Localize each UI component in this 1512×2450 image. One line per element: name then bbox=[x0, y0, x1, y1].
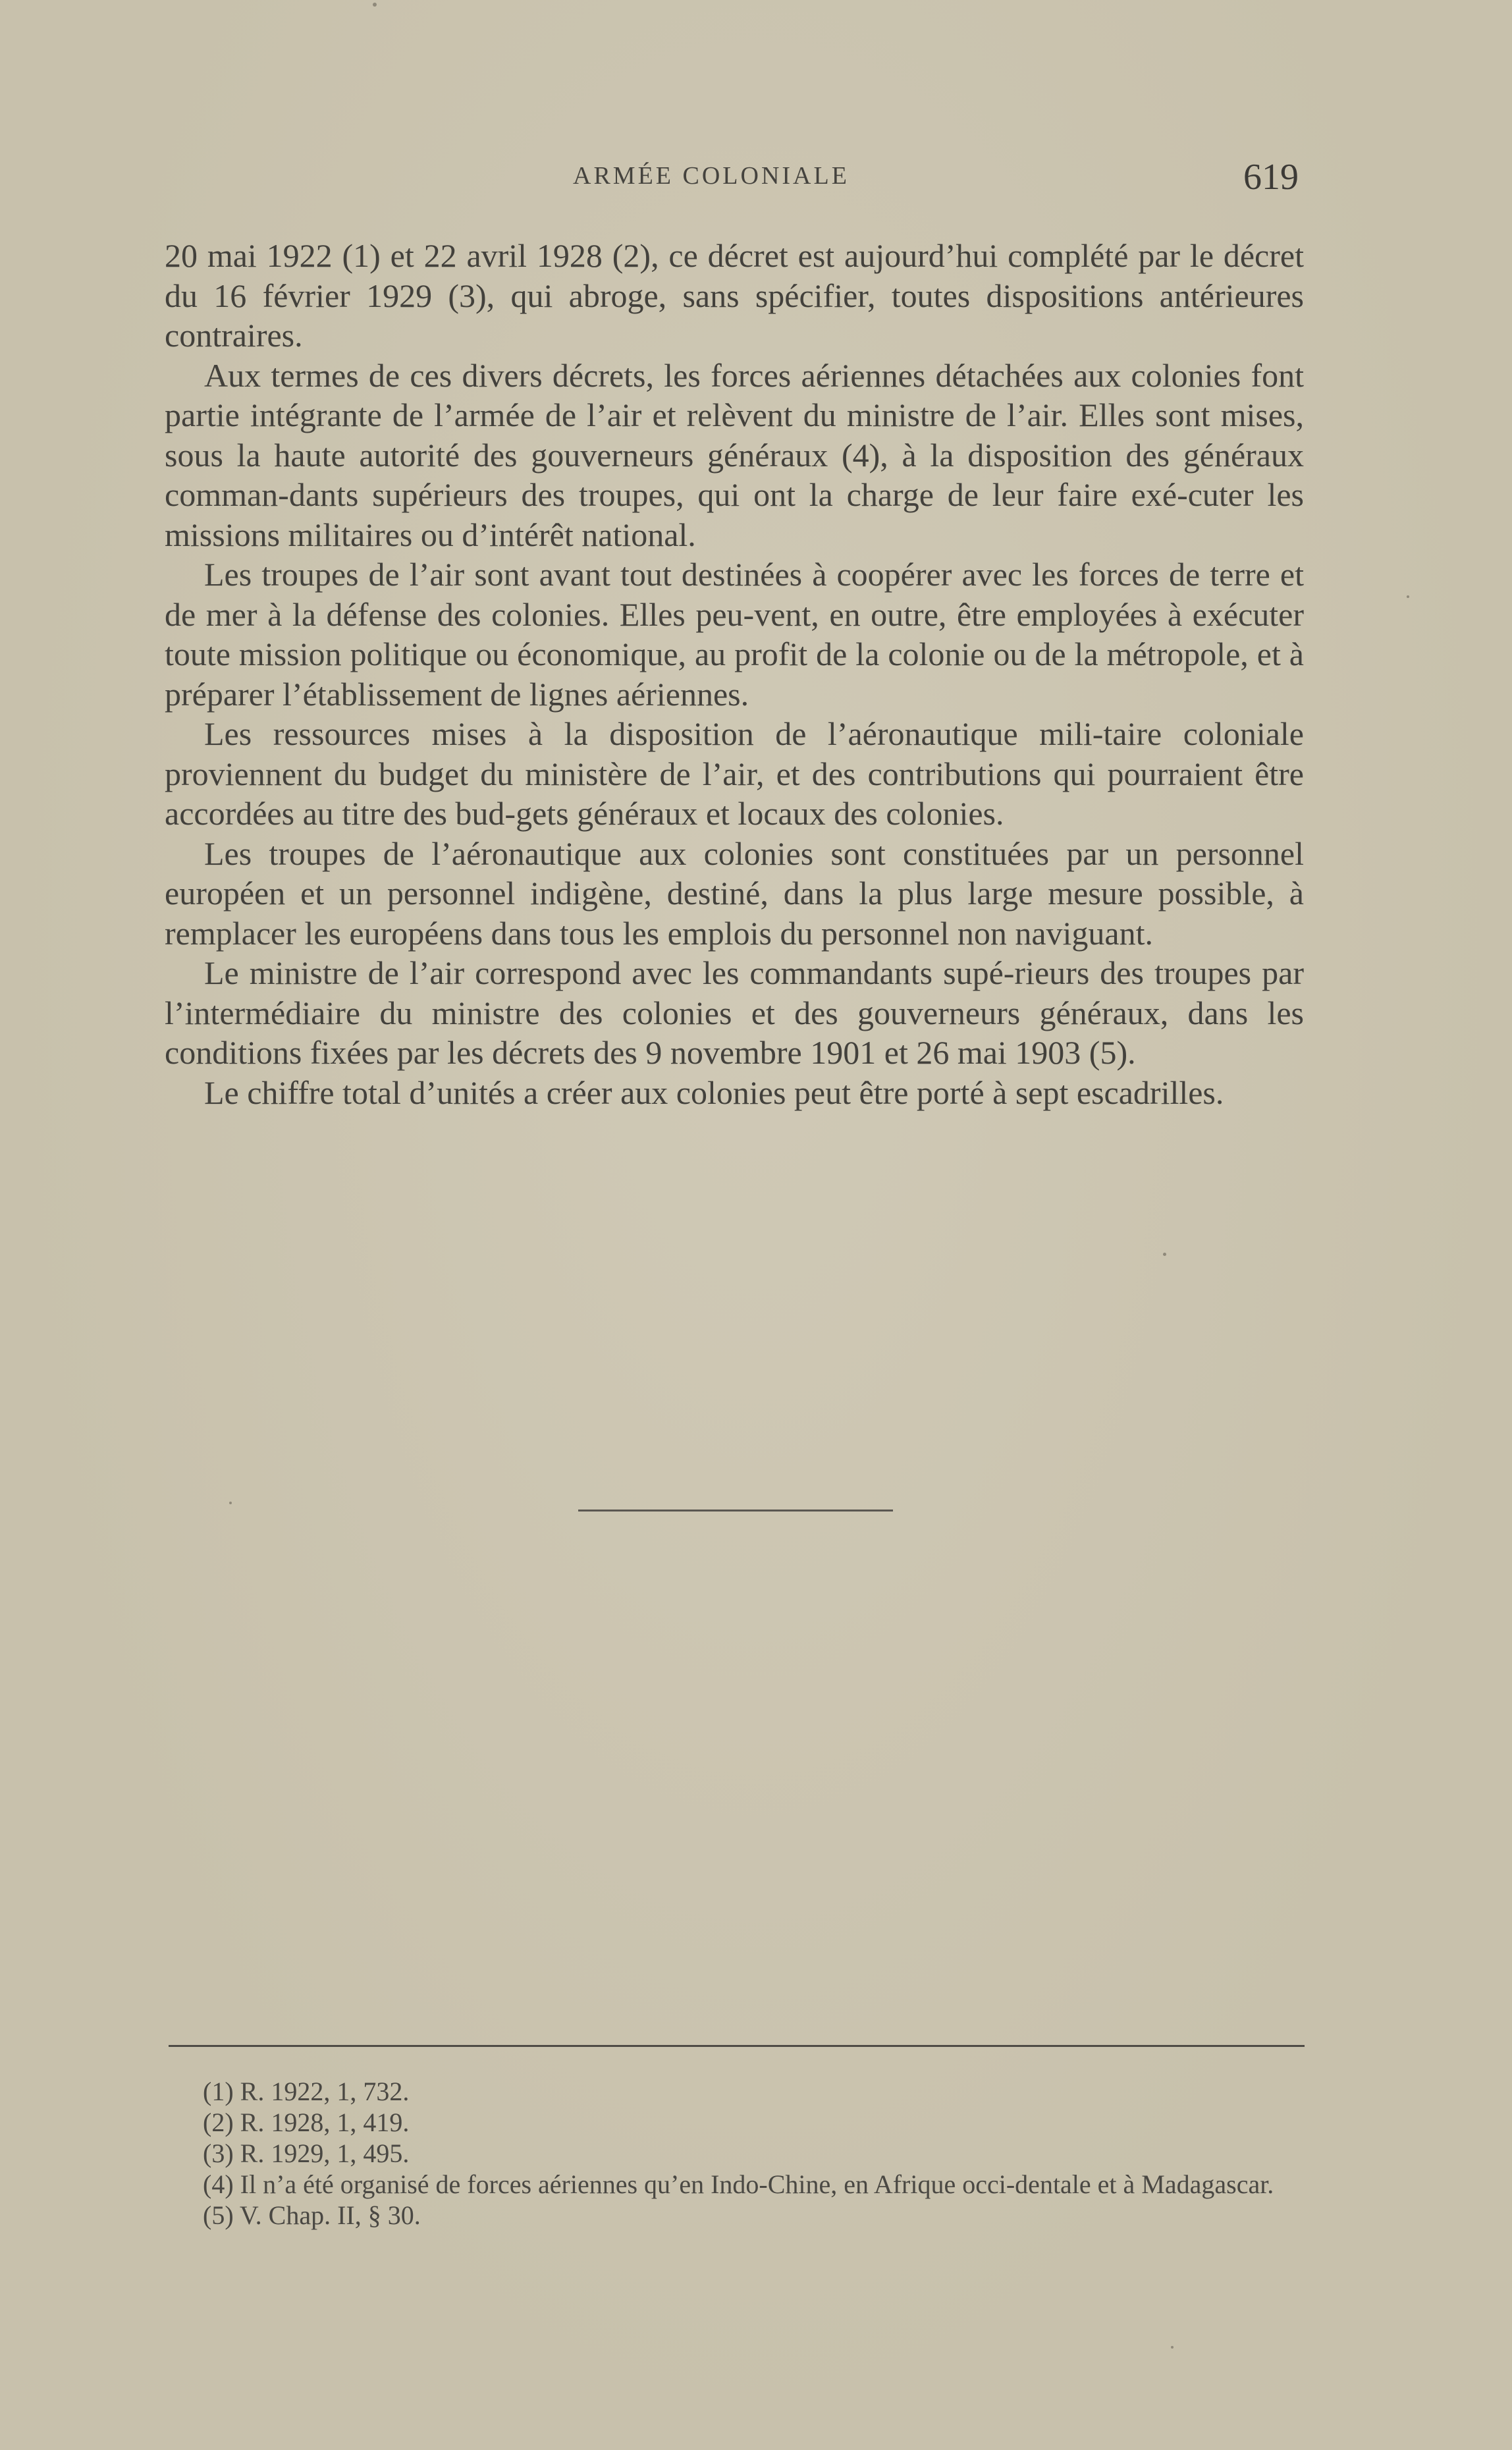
paragraph: Les troupes de l’air sont avant tout destinées à coopérer avec les forces de terre et de mer à la défense des colonies. Elles peu-vent, en outre, être employées à exécuter toute mission politique ou économique, au profit de la colonie ou de la métropole, et à préparer l’établissement de lignes aériennes. bbox=[165, 556, 1304, 713]
paper-speck bbox=[1171, 2346, 1174, 2349]
paper-speck bbox=[229, 1502, 232, 1504]
page-number: 619 bbox=[1243, 157, 1299, 198]
running-head bbox=[0, 157, 1512, 201]
paper-speck bbox=[373, 3, 377, 7]
paper-speck bbox=[1163, 1253, 1166, 1256]
paragraph: Aux termes de ces divers décrets, les forces aériennes détachées aux colonies font partie intégrante de l’armée de l’air et relèvent du ministre de l’air. Elles sont mises, sous la haute autorité des gouverneurs généraux (4), à la disposition des généraux comman-dants supérieurs des troupes, qui ont la charge de leur faire exé-cuter les missions militaires ou d’intérêt national. bbox=[165, 356, 1304, 553]
paper-speck bbox=[1407, 595, 1409, 598]
body-text bbox=[165, 236, 1304, 1112]
footnote: (5) V. Chap. II, § 30. bbox=[203, 2200, 421, 2230]
running-title: ARMÉE COLONIALE bbox=[573, 162, 850, 190]
footnote: (2) R. 1928, 1, 419. bbox=[203, 2108, 410, 2137]
footnote: (1) R. 1922, 1, 732. bbox=[203, 2077, 410, 2106]
section-end-rule bbox=[578, 1510, 893, 1511]
paragraph: Les ressources mises à la disposition de l’aéronautique mili-taire coloniale proviennent du budget du ministère de l’air, et des contributions qui pourraient être accordées au titre des bud-gets généraux et locaux des colonies. bbox=[165, 715, 1304, 832]
paragraph: 20 mai 1922 (1) et 22 avril 1928 (2), ce décret est aujourd’hui complété par le décret du 16 février 1929 (3), qui abroge, sans spécifier, toutes dispositions antérieures contraires. bbox=[165, 237, 1304, 354]
footnote-separator bbox=[169, 2045, 1305, 2047]
paragraph: Le chiffre total d’unités a créer aux colonies peut être porté à sept escadrilles. bbox=[204, 1074, 1224, 1111]
footnote: (3) R. 1929, 1, 495. bbox=[203, 2138, 410, 2168]
footnote: (4) Il n’a été organisé de forces aériennes qu’en Indo-Chine, en Afrique occi-dentale et à Madagascar. bbox=[203, 2169, 1274, 2199]
paragraph: Le ministre de l’air correspond avec les commandants supé-rieurs des troupes par l’intermédiaire du ministre des colonies et des gouverneurs généraux, dans les conditions fixées par les décrets des 9 novembre 1901 et 26 mai 1903 (5). bbox=[165, 954, 1304, 1071]
footnotes bbox=[170, 2076, 1304, 2231]
paragraph: Les troupes de l’aéronautique aux colonies sont constituées par un personnel européen et un personnel indigène, destiné, dans la plus large mesure possible, à remplacer les européens dans tous les emplois du personnel non naviguant. bbox=[165, 834, 1304, 952]
